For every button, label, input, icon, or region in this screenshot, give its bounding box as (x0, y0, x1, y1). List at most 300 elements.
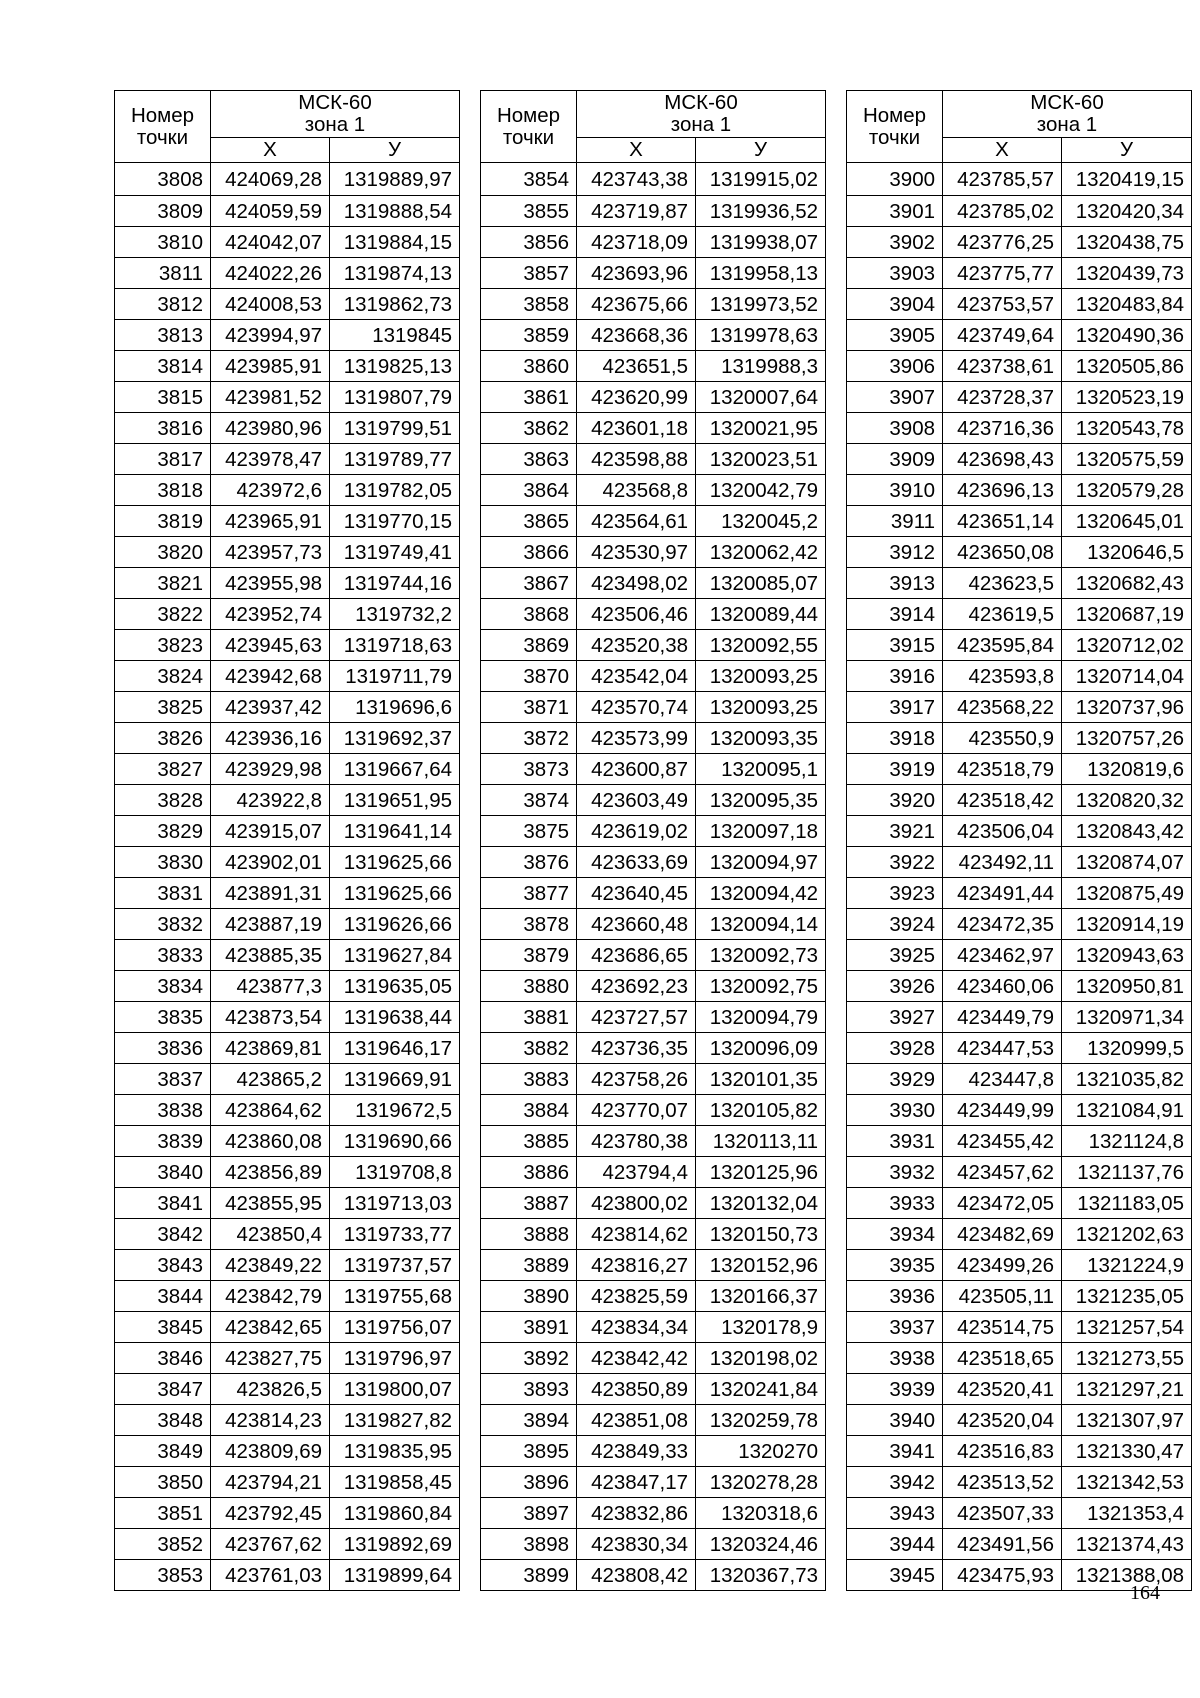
point-number-cell: 3883 (481, 1064, 577, 1095)
x-coordinate-cell: 423460,06 (943, 971, 1062, 1002)
table-row (481, 599, 826, 630)
point-number-cell: 3931 (847, 1126, 943, 1157)
table-row (481, 1188, 826, 1219)
x-coordinate-cell: 424042,07 (211, 227, 330, 258)
x-coordinate-cell: 423491,44 (943, 878, 1062, 909)
table-row (115, 568, 460, 599)
x-coordinate-cell: 423873,54 (211, 1002, 330, 1033)
y-coordinate-cell: 1320999,5 (1062, 1033, 1192, 1064)
table-row (481, 568, 826, 599)
table-row (115, 754, 460, 785)
y-coordinate-cell: 1319669,91 (330, 1064, 460, 1095)
y-coordinate-cell: 1320714,04 (1062, 661, 1192, 692)
table-row (115, 630, 460, 661)
y-coordinate-cell: 1320914,19 (1062, 909, 1192, 940)
table-row (847, 971, 1192, 1002)
table-row (847, 1312, 1192, 1343)
x-coordinate-cell: 423825,59 (577, 1281, 696, 1312)
x-coordinate-cell: 423827,75 (211, 1343, 330, 1374)
y-coordinate-cell: 1320089,44 (696, 599, 826, 630)
y-coordinate-cell: 1319641,14 (330, 816, 460, 847)
y-coordinate-cell: 1319799,51 (330, 413, 460, 444)
coordinates-table-1 (114, 90, 460, 1591)
point-number-cell: 3926 (847, 971, 943, 1002)
x-coordinate-cell: 423842,65 (211, 1312, 330, 1343)
table-row (481, 971, 826, 1002)
y-coordinate-cell: 1320645,01 (1062, 506, 1192, 537)
table-row (115, 1157, 460, 1188)
x-coordinate-cell: 423623,5 (943, 568, 1062, 599)
point-number-cell: 3880 (481, 971, 577, 1002)
x-coordinate-cell: 423980,96 (211, 413, 330, 444)
x-coordinate-cell: 423619,5 (943, 599, 1062, 630)
point-number-cell: 3825 (115, 692, 211, 723)
y-coordinate-cell: 1320505,86 (1062, 351, 1192, 382)
y-coordinate-cell: 1319718,63 (330, 630, 460, 661)
y-coordinate-cell: 1320042,79 (696, 475, 826, 506)
y-coordinate-cell: 1319737,57 (330, 1250, 460, 1281)
table-row (481, 1095, 826, 1126)
x-coordinate-cell: 423728,37 (943, 382, 1062, 413)
point-number-cell: 3916 (847, 661, 943, 692)
x-coordinate-cell: 423505,11 (943, 1281, 1062, 1312)
y-coordinate-cell: 1320113,11 (696, 1126, 826, 1157)
y-coordinate-cell: 1320101,35 (696, 1064, 826, 1095)
y-coordinate-cell: 1319789,77 (330, 444, 460, 475)
point-number-cell: 3919 (847, 754, 943, 785)
table-row (481, 444, 826, 475)
table-row (115, 816, 460, 847)
point-number-cell: 3837 (115, 1064, 211, 1095)
x-coordinate-cell: 423696,13 (943, 475, 1062, 506)
x-coordinate-cell: 423449,79 (943, 1002, 1062, 1033)
table-row (481, 785, 826, 816)
x-coordinate-cell: 423978,47 (211, 444, 330, 475)
table-row (481, 1312, 826, 1343)
x-coordinate-cell: 423514,75 (943, 1312, 1062, 1343)
table-row (115, 320, 460, 351)
table-row (847, 258, 1192, 289)
x-coordinate-cell: 423633,69 (577, 847, 696, 878)
x-coordinate-cell: 423851,08 (577, 1405, 696, 1436)
point-number-cell: 3868 (481, 599, 577, 630)
point-number-cell: 3844 (115, 1281, 211, 1312)
table-row (481, 227, 826, 258)
x-coordinate-cell: 423651,14 (943, 506, 1062, 537)
table-row (481, 1343, 826, 1374)
table-row (115, 971, 460, 1002)
point-number-cell: 3903 (847, 258, 943, 289)
table-row (847, 537, 1192, 568)
point-number-cell: 3911 (847, 506, 943, 537)
point-number-cell: 3863 (481, 444, 577, 475)
x-coordinate-cell: 423507,33 (943, 1498, 1062, 1529)
table-row (847, 1405, 1192, 1436)
point-number-cell: 3923 (847, 878, 943, 909)
y-coordinate-cell: 1319973,52 (696, 289, 826, 320)
table-row (115, 1343, 460, 1374)
point-number-cell: 3840 (115, 1157, 211, 1188)
coordinate-system-header: МСК-60 зона 1 (943, 91, 1192, 138)
x-coordinate-cell: 423640,45 (577, 878, 696, 909)
x-coordinate-cell: 423814,23 (211, 1405, 330, 1436)
x-coordinate-cell: 423568,22 (943, 692, 1062, 723)
x-coordinate-cell: 423518,65 (943, 1343, 1062, 1374)
y-coordinate-cell: 1319874,13 (330, 258, 460, 289)
y-coordinate-cell: 1319749,41 (330, 537, 460, 568)
y-coordinate-cell: 1319889,97 (330, 163, 460, 196)
table-row (847, 1064, 1192, 1095)
point-number-cell: 3850 (115, 1467, 211, 1498)
table-row (115, 1219, 460, 1250)
x-coordinate-cell: 423743,38 (577, 163, 696, 196)
y-coordinate-cell: 1320324,46 (696, 1529, 826, 1560)
y-coordinate-cell: 1320820,32 (1062, 785, 1192, 816)
table-row (481, 537, 826, 568)
table-row (847, 1188, 1192, 1219)
y-coordinate-cell: 1320543,78 (1062, 413, 1192, 444)
table-row (115, 692, 460, 723)
x-coordinate-cell: 423675,66 (577, 289, 696, 320)
y-coordinate-cell: 1320419,15 (1062, 163, 1192, 196)
point-number-cell: 3910 (847, 475, 943, 506)
x-coordinate-cell: 423650,08 (943, 537, 1062, 568)
x-coordinate-cell: 423620,99 (577, 382, 696, 413)
table-row (847, 1219, 1192, 1250)
point-number-cell: 3816 (115, 413, 211, 444)
y-coordinate-cell: 1319858,45 (330, 1467, 460, 1498)
table-row (481, 1374, 826, 1405)
table-row (481, 289, 826, 320)
y-coordinate-cell: 1320132,04 (696, 1188, 826, 1219)
table-row (115, 847, 460, 878)
table-row (847, 816, 1192, 847)
x-column-header: Х (211, 138, 330, 163)
y-coordinate-cell: 1319938,07 (696, 227, 826, 258)
y-coordinate-cell: 1320023,51 (696, 444, 826, 475)
y-coordinate-cell: 1319626,66 (330, 909, 460, 940)
y-coordinate-cell: 1319755,68 (330, 1281, 460, 1312)
table-row (481, 475, 826, 506)
x-coordinate-cell: 423869,81 (211, 1033, 330, 1064)
point-number-cell: 3929 (847, 1064, 943, 1095)
x-coordinate-cell: 423499,26 (943, 1250, 1062, 1281)
x-coordinate-cell: 423972,6 (211, 475, 330, 506)
x-coordinate-cell: 423570,74 (577, 692, 696, 723)
point-number-cell: 3847 (115, 1374, 211, 1405)
x-coordinate-cell: 423462,97 (943, 940, 1062, 971)
y-coordinate-cell: 1321273,55 (1062, 1343, 1192, 1374)
table-row (847, 506, 1192, 537)
x-coordinate-cell: 423856,89 (211, 1157, 330, 1188)
y-coordinate-cell: 1320646,5 (1062, 537, 1192, 568)
x-coordinate-cell: 423794,4 (577, 1157, 696, 1188)
table-row (847, 723, 1192, 754)
table-row (847, 1002, 1192, 1033)
x-coordinate-cell: 423518,42 (943, 785, 1062, 816)
x-coordinate-cell: 423767,62 (211, 1529, 330, 1560)
x-coordinate-cell: 423518,79 (943, 754, 1062, 785)
point-number-cell: 3932 (847, 1157, 943, 1188)
y-coordinate-cell: 1319899,64 (330, 1560, 460, 1591)
x-coordinate-cell: 423749,64 (943, 320, 1062, 351)
y-coordinate-cell: 1319862,73 (330, 289, 460, 320)
point-number-cell: 3920 (847, 785, 943, 816)
y-coordinate-cell: 1319888,54 (330, 196, 460, 227)
point-number-cell: 3852 (115, 1529, 211, 1560)
point-number-cell: 3824 (115, 661, 211, 692)
point-number-cell: 3846 (115, 1343, 211, 1374)
y-coordinate-cell: 1319860,84 (330, 1498, 460, 1529)
y-coordinate-cell: 1319782,05 (330, 475, 460, 506)
point-number-cell: 3886 (481, 1157, 577, 1188)
point-number-cell: 3859 (481, 320, 577, 351)
table-row (115, 599, 460, 630)
point-number-cell: 3877 (481, 878, 577, 909)
y-coordinate-cell: 1319800,07 (330, 1374, 460, 1405)
table-row (115, 1033, 460, 1064)
table-row (847, 1529, 1192, 1560)
table-row (115, 537, 460, 568)
point-number-cell: 3892 (481, 1343, 577, 1374)
table-row (847, 1033, 1192, 1064)
x-coordinate-cell: 423736,35 (577, 1033, 696, 1064)
y-coordinate-cell: 1320198,02 (696, 1343, 826, 1374)
table-row (847, 1467, 1192, 1498)
x-coordinate-cell: 423877,3 (211, 971, 330, 1002)
point-number-cell: 3854 (481, 163, 577, 196)
y-coordinate-cell: 1320367,73 (696, 1560, 826, 1591)
point-number-cell: 3853 (115, 1560, 211, 1591)
y-coordinate-cell: 1320575,59 (1062, 444, 1192, 475)
x-coordinate-cell: 423847,17 (577, 1467, 696, 1498)
y-coordinate-cell: 1319638,44 (330, 1002, 460, 1033)
y-coordinate-cell: 1320875,49 (1062, 878, 1192, 909)
y-coordinate-cell: 1320241,84 (696, 1374, 826, 1405)
table-row (115, 1281, 460, 1312)
x-coordinate-cell: 423693,96 (577, 258, 696, 289)
table-row (115, 163, 460, 196)
point-number-cell: 3928 (847, 1033, 943, 1064)
point-number-cell: 3829 (115, 816, 211, 847)
table-row (115, 909, 460, 940)
point-number-cell: 3815 (115, 382, 211, 413)
table-row (847, 1343, 1192, 1374)
y-coordinate-cell: 1320125,96 (696, 1157, 826, 1188)
table-row (481, 1436, 826, 1467)
table-row (115, 1250, 460, 1281)
y-coordinate-cell: 1321224,9 (1062, 1250, 1192, 1281)
x-coordinate-cell: 423761,03 (211, 1560, 330, 1591)
table-row (481, 1281, 826, 1312)
y-coordinate-cell: 1320278,28 (696, 1467, 826, 1498)
table-row (115, 1436, 460, 1467)
y-coordinate-cell: 1321342,53 (1062, 1467, 1192, 1498)
point-number-cell: 3839 (115, 1126, 211, 1157)
point-number-cell: 3848 (115, 1405, 211, 1436)
y-coordinate-cell: 1319936,52 (696, 196, 826, 227)
x-coordinate-cell: 423651,5 (577, 351, 696, 382)
table-row (481, 1529, 826, 1560)
point-number-cell: 3870 (481, 661, 577, 692)
x-coordinate-cell: 423475,93 (943, 1560, 1062, 1591)
point-number-cell: 3891 (481, 1312, 577, 1343)
point-number-cell: 3922 (847, 847, 943, 878)
table-row (481, 692, 826, 723)
point-number-cell: 3909 (847, 444, 943, 475)
point-number-cell: 3855 (481, 196, 577, 227)
point-number-cell: 3917 (847, 692, 943, 723)
x-coordinate-cell: 423936,16 (211, 723, 330, 754)
point-number-cell: 3817 (115, 444, 211, 475)
x-coordinate-cell: 423619,02 (577, 816, 696, 847)
point-number-cell: 3836 (115, 1033, 211, 1064)
point-number-cell: 3841 (115, 1188, 211, 1219)
y-coordinate-cell: 1321137,76 (1062, 1157, 1192, 1188)
table-row (481, 754, 826, 785)
y-column-header: У (696, 138, 826, 163)
point-number-cell: 3873 (481, 754, 577, 785)
table-row (847, 1157, 1192, 1188)
point-number-cell: 3826 (115, 723, 211, 754)
table-row (481, 320, 826, 351)
y-coordinate-cell: 1319708,8 (330, 1157, 460, 1188)
point-number-cell: 3938 (847, 1343, 943, 1374)
point-number-cell: 3828 (115, 785, 211, 816)
x-coordinate-cell: 423530,97 (577, 537, 696, 568)
y-coordinate-cell: 1321084,91 (1062, 1095, 1192, 1126)
point-number-cell: 3898 (481, 1529, 577, 1560)
x-coordinate-cell: 423472,35 (943, 909, 1062, 940)
x-column-header: Х (577, 138, 696, 163)
y-coordinate-cell: 1319690,66 (330, 1126, 460, 1157)
x-coordinate-cell: 423758,26 (577, 1064, 696, 1095)
table-row (115, 1188, 460, 1219)
point-number-cell: 3933 (847, 1188, 943, 1219)
x-coordinate-cell: 423850,4 (211, 1219, 330, 1250)
x-coordinate-cell: 423850,89 (577, 1374, 696, 1405)
y-coordinate-cell: 1319958,13 (696, 258, 826, 289)
y-coordinate-cell: 1321330,47 (1062, 1436, 1192, 1467)
y-coordinate-cell: 1319625,66 (330, 847, 460, 878)
y-coordinate-cell: 1320483,84 (1062, 289, 1192, 320)
point-number-cell: 3908 (847, 413, 943, 444)
x-coordinate-cell: 423492,11 (943, 847, 1062, 878)
x-coordinate-cell: 423506,04 (943, 816, 1062, 847)
y-coordinate-cell: 1320166,37 (696, 1281, 826, 1312)
point-number-cell: 3823 (115, 630, 211, 661)
point-number-cell: 3871 (481, 692, 577, 723)
x-coordinate-cell: 423457,62 (943, 1157, 1062, 1188)
point-number-cell: 3900 (847, 163, 943, 196)
point-number-header: Номер точки (481, 91, 577, 163)
point-number-cell: 3865 (481, 506, 577, 537)
table-row (481, 1126, 826, 1157)
y-coordinate-cell: 1321183,05 (1062, 1188, 1192, 1219)
x-coordinate-cell: 423498,02 (577, 568, 696, 599)
point-number-cell: 3838 (115, 1095, 211, 1126)
point-number-cell: 3821 (115, 568, 211, 599)
point-number-cell: 3945 (847, 1560, 943, 1591)
table-row (115, 785, 460, 816)
y-coordinate-cell: 1319884,15 (330, 227, 460, 258)
point-number-cell: 3858 (481, 289, 577, 320)
point-number-cell: 3851 (115, 1498, 211, 1529)
table-row (115, 1126, 460, 1157)
point-number-cell: 3893 (481, 1374, 577, 1405)
y-coordinate-cell: 1320094,97 (696, 847, 826, 878)
point-number-cell: 3834 (115, 971, 211, 1002)
point-number-cell: 3918 (847, 723, 943, 754)
point-number-cell: 3942 (847, 1467, 943, 1498)
point-number-cell: 3861 (481, 382, 577, 413)
y-coordinate-cell: 1319744,16 (330, 568, 460, 599)
point-number-cell: 3835 (115, 1002, 211, 1033)
y-coordinate-cell: 1320093,25 (696, 692, 826, 723)
table-row (115, 1374, 460, 1405)
table-row (847, 196, 1192, 227)
table-row (481, 258, 826, 289)
point-number-cell: 3887 (481, 1188, 577, 1219)
x-coordinate-cell: 423849,33 (577, 1436, 696, 1467)
y-coordinate-cell: 1320943,63 (1062, 940, 1192, 971)
table-row (115, 1312, 460, 1343)
table-row (481, 1033, 826, 1064)
y-coordinate-cell: 1320105,82 (696, 1095, 826, 1126)
y-coordinate-cell: 1320092,73 (696, 940, 826, 971)
x-coordinate-cell: 423922,8 (211, 785, 330, 816)
y-coordinate-cell: 1319627,84 (330, 940, 460, 971)
table-row (481, 661, 826, 692)
table-row (115, 1498, 460, 1529)
point-number-cell: 3882 (481, 1033, 577, 1064)
x-coordinate-cell: 423809,69 (211, 1436, 330, 1467)
table-row (847, 754, 1192, 785)
x-coordinate-cell: 424069,28 (211, 163, 330, 196)
point-number-cell: 3902 (847, 227, 943, 258)
y-coordinate-cell: 1320150,73 (696, 1219, 826, 1250)
table-row (847, 940, 1192, 971)
y-coordinate-cell: 1320757,26 (1062, 723, 1192, 754)
y-coordinate-cell: 1319807,79 (330, 382, 460, 413)
point-number-cell: 3906 (847, 351, 943, 382)
x-coordinate-cell: 423449,99 (943, 1095, 1062, 1126)
x-coordinate-cell: 423945,63 (211, 630, 330, 661)
y-coordinate-cell: 1320093,25 (696, 661, 826, 692)
y-coordinate-cell: 1320093,35 (696, 723, 826, 754)
point-number-cell: 3936 (847, 1281, 943, 1312)
table-row (481, 1002, 826, 1033)
y-coordinate-cell: 1319711,79 (330, 661, 460, 692)
point-number-cell: 3899 (481, 1560, 577, 1591)
y-coordinate-cell: 1320007,64 (696, 382, 826, 413)
y-coordinate-cell: 1321307,97 (1062, 1405, 1192, 1436)
x-coordinate-cell: 423447,8 (943, 1064, 1062, 1095)
point-number-cell: 3897 (481, 1498, 577, 1529)
table-row (115, 444, 460, 475)
y-coordinate-cell: 1321374,43 (1062, 1529, 1192, 1560)
coordinates-table-3 (846, 90, 1192, 1591)
y-coordinate-cell: 1321235,05 (1062, 1281, 1192, 1312)
x-coordinate-cell: 423985,91 (211, 351, 330, 382)
x-coordinate-cell: 423952,74 (211, 599, 330, 630)
x-coordinate-cell: 423738,61 (943, 351, 1062, 382)
y-coordinate-cell: 1319672,5 (330, 1095, 460, 1126)
point-number-cell: 3934 (847, 1219, 943, 1250)
point-number-header: Номер точки (115, 91, 211, 163)
point-number-cell: 3872 (481, 723, 577, 754)
y-coordinate-cell: 1321388,08 (1062, 1560, 1192, 1591)
